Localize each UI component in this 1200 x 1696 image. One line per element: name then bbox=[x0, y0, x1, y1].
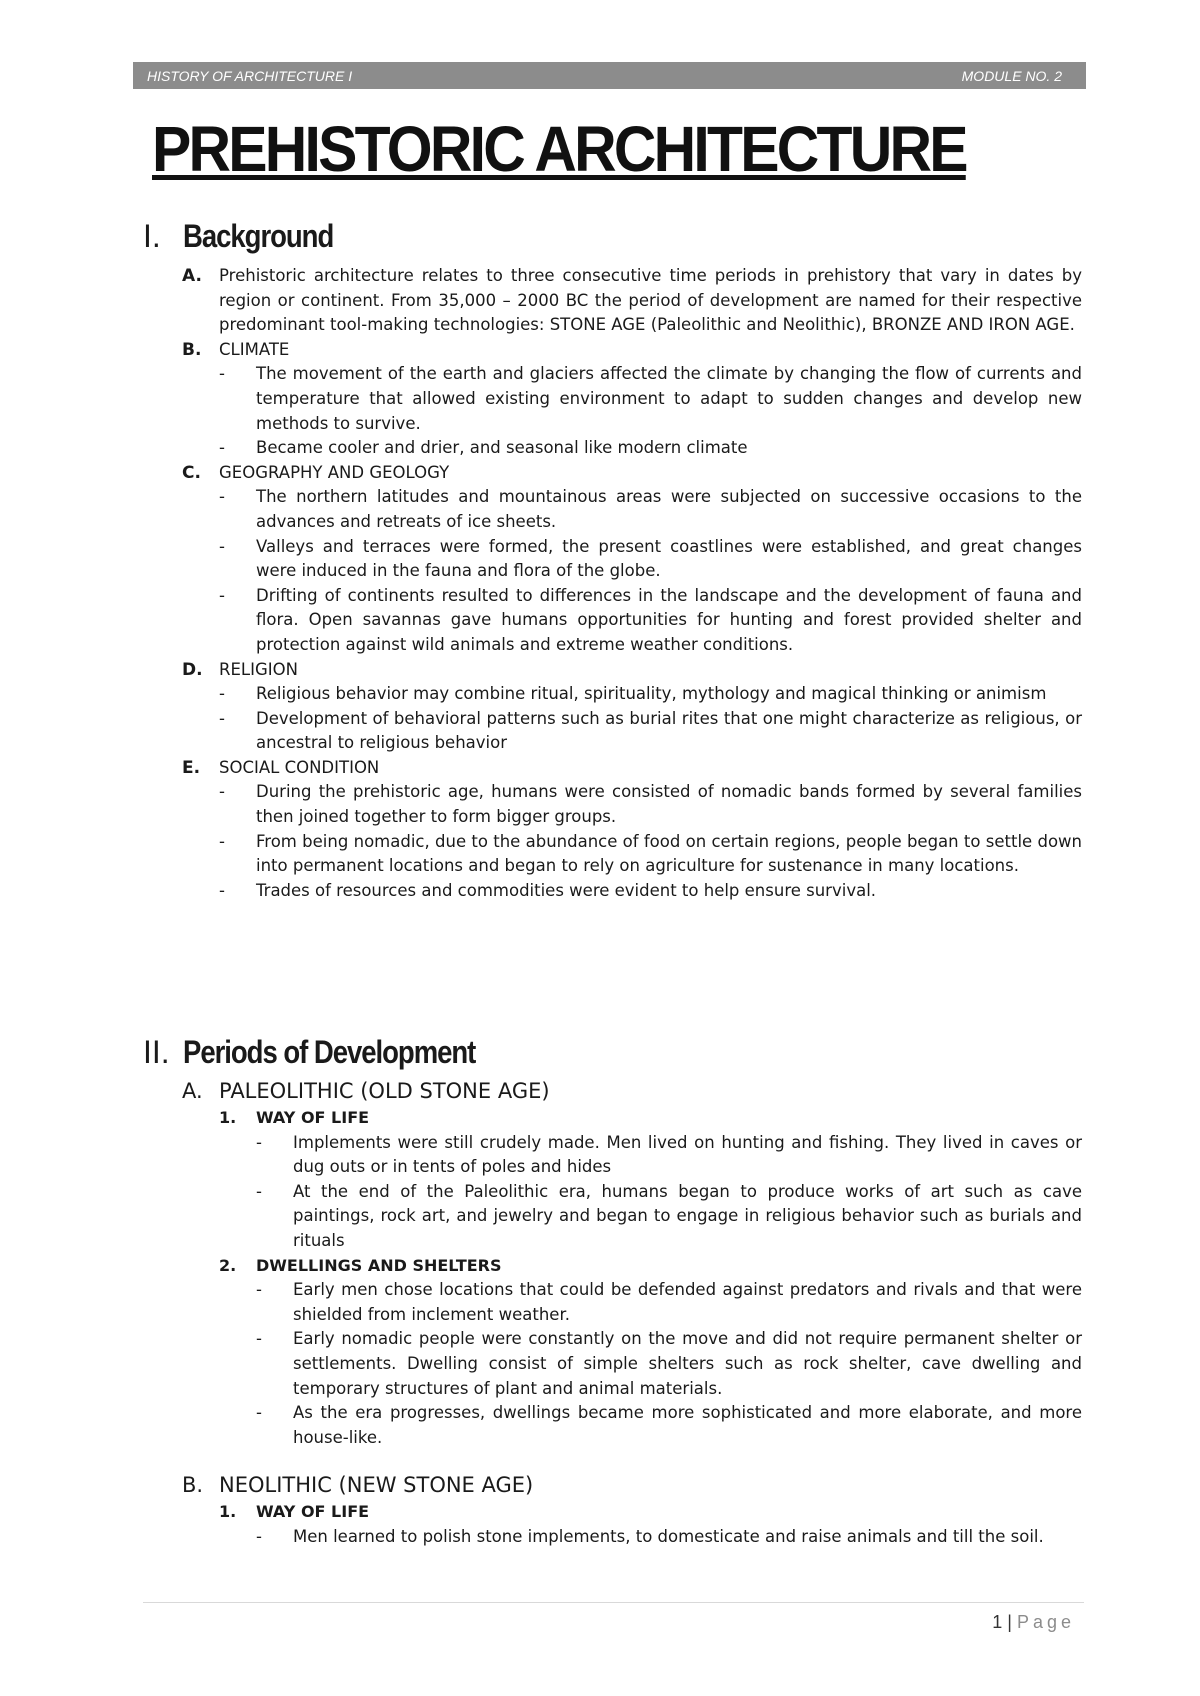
background-item-climate bbox=[182, 338, 1082, 461]
numbered-title: DWELLINGS AND SHELTERS bbox=[256, 1255, 502, 1275]
neolithic-block bbox=[182, 1470, 1082, 1549]
list-item: - Drifting of continents resulted to differences in the landscape and the development of fauna and flora. Open savannas gave humans opportunities for hunting and forest provided shelter and protection against wild animals and extreme weather conditions. bbox=[219, 584, 1082, 658]
numbered-title: WAY OF LIFE bbox=[256, 1502, 370, 1521]
section-heading-periods bbox=[143, 1032, 523, 1072]
subsection-label: B. bbox=[182, 1473, 204, 1497]
background-item-geography bbox=[182, 461, 1082, 658]
item-heading: SOCIAL CONDITION bbox=[219, 757, 380, 777]
numbered-label: 1. bbox=[219, 1502, 237, 1521]
background-item-a bbox=[182, 264, 1082, 338]
item-label: A. bbox=[182, 266, 202, 286]
list-item: - At the end of the Paleolithic era, humans began to produce works of art such as cave paintings, rock art, and jewelry and began to engage in religious behavior such as burials and rituals bbox=[256, 1180, 1082, 1254]
subsection-title: PALEOLITHIC (OLD STONE AGE) bbox=[219, 1079, 550, 1103]
numbered-label: 1. bbox=[219, 1108, 237, 1127]
item-label: B. bbox=[182, 339, 202, 360]
subsection-heading-neolithic bbox=[182, 1470, 1082, 1500]
list-item: - The movement of the earth and glaciers affected the climate by changing the flow of currents and temperature that allowed existing environment to adapt to sudden changes and develop new methods to survive. bbox=[219, 362, 1082, 436]
section-title: Background bbox=[183, 218, 334, 254]
list-item: - Valleys and terraces were formed, the present coastlines were established, and great changes were induced in the fauna and flora of the globe. bbox=[219, 535, 1082, 584]
page-number bbox=[992, 1612, 1075, 1633]
list-item: - Trades of resources and commodities were evident to help ensure survival. bbox=[219, 879, 1082, 904]
item-label: D. bbox=[182, 659, 203, 680]
item-heading: CLIMATE bbox=[219, 339, 290, 359]
list-item: - The northern latitudes and mountainous areas were subjected on successive occasions to the advances and retreats of ice sheets. bbox=[219, 485, 1082, 534]
bullet-list bbox=[219, 362, 1082, 460]
list-item: - Early men chose locations that could be defended against predators and rivals and that were shielded from inclement weather. bbox=[256, 1278, 1082, 1327]
item-label: E. bbox=[182, 757, 201, 778]
item-label: C. bbox=[182, 462, 201, 483]
list-item: - As the era progresses, dwellings became more sophisticated and more elaborate, and more house-like. bbox=[256, 1401, 1082, 1450]
item-text: Prehistoric architecture relates to three consecutive time periods in prehistory that vary in dates by region or continent. From 35,000 – 2000 BC the period of development are named for their respective predominant tool-making technologies: STONE AGE (Paleolithic and Neolithic), BRONZE AND IRON AGE. bbox=[219, 266, 1082, 335]
list-item: - Early nomadic people were constantly on the move and did not require permanent shelter or settlements. Dwelling consist of simple shelters such as rock shelter, cave dwelling and temporary structures of plant and animal materials. bbox=[256, 1327, 1082, 1401]
paleolithic-block bbox=[182, 1076, 1082, 1450]
section-number: II. bbox=[143, 1034, 170, 1070]
list-item: - Development of behavioral patterns such as burial rites that one might characterize as religious, or ancestral to religious behavior bbox=[219, 707, 1082, 756]
list-item: - During the prehistoric age, humans were consisted of nomadic bands formed by several families then joined together to form bigger groups. bbox=[219, 780, 1082, 829]
page-number-separator: | bbox=[1007, 1612, 1012, 1632]
bullet-list bbox=[256, 1278, 1082, 1450]
bullet-list bbox=[256, 1131, 1082, 1254]
subsection-label: A. bbox=[182, 1079, 203, 1103]
section-title: Periods of Development bbox=[183, 1034, 476, 1070]
numbered-heading-way-of-life bbox=[182, 1500, 1082, 1525]
list-item: - Men learned to polish stone implements, to domesticate and raise animals and till the soil. bbox=[256, 1525, 1082, 1550]
numbered-label: 2. bbox=[219, 1255, 237, 1275]
header-module-number: MODULE NO. 2 bbox=[961, 67, 1062, 84]
document-title: PREHISTORIC ARCHITECTURE bbox=[152, 113, 966, 185]
numbered-title: WAY OF LIFE bbox=[256, 1108, 370, 1127]
bullet-list bbox=[219, 485, 1082, 657]
numbered-heading-way-of-life bbox=[182, 1106, 1082, 1131]
item-heading: GEOGRAPHY AND GEOLOGY bbox=[219, 462, 450, 482]
subsection-heading-paleolithic bbox=[182, 1076, 1082, 1106]
bullet-list bbox=[219, 780, 1082, 903]
section-number: I. bbox=[143, 218, 161, 254]
list-item: - From being nomadic, due to the abundance of food on certain regions, people began to settle down into permanent locations and began to rely on agriculture for sustenance in many locations. bbox=[219, 830, 1082, 879]
item-heading: RELIGION bbox=[219, 659, 298, 679]
background-item-social bbox=[182, 756, 1082, 904]
bullet-list bbox=[256, 1525, 1082, 1550]
background-item-religion bbox=[182, 658, 1082, 756]
background-list bbox=[182, 264, 1082, 903]
numbered-heading-dwellings bbox=[182, 1254, 1082, 1279]
list-item: - Became cooler and drier, and seasonal like modern climate bbox=[219, 436, 1082, 461]
list-item: - Religious behavior may combine ritual, spirituality, mythology and magical thinking or animism bbox=[219, 682, 1082, 707]
header-course-title: HISTORY OF ARCHITECTURE I bbox=[147, 67, 353, 84]
footer-divider bbox=[143, 1602, 1084, 1603]
bullet-list bbox=[219, 682, 1082, 756]
page-number-value: 1 bbox=[992, 1612, 1003, 1632]
section-heading-background bbox=[143, 216, 358, 256]
running-header bbox=[133, 62, 1086, 89]
list-item: - Implements were still crudely made. Men lived on hunting and fishing. They lived in caves or dug outs or in tents of poles and hides bbox=[256, 1131, 1082, 1180]
page-number-word: Page bbox=[1016, 1612, 1075, 1632]
subsection-title: NEOLITHIC (NEW STONE AGE) bbox=[219, 1473, 534, 1497]
